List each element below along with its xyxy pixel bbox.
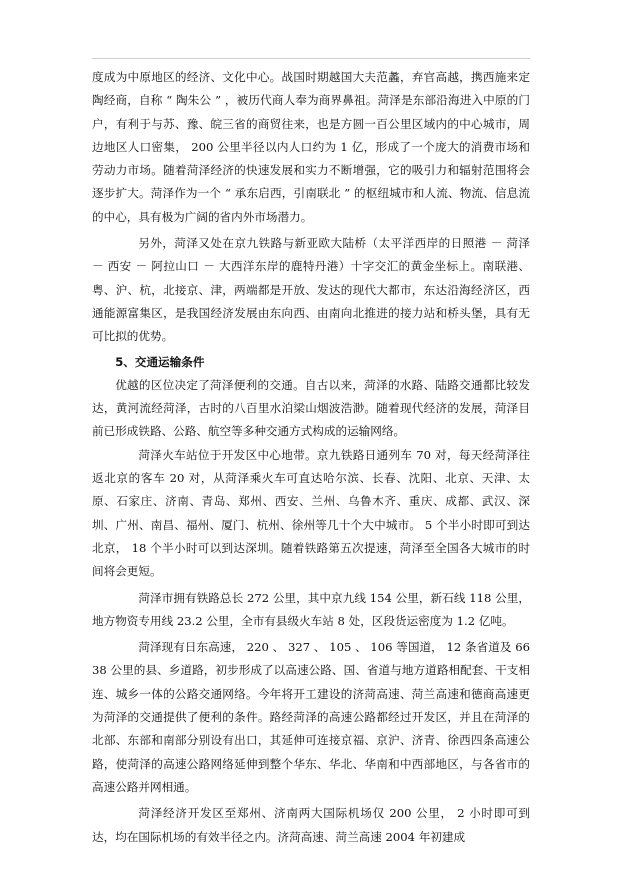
- paragraph-railway-station: 菏泽火车站位于开发区中心地带。京九铁路日通列车 70 对，每天经菏泽往返北京的客车 20 对，从菏泽乘火车可直达哈尔滨、长春、沈阳、北京、天津、太原、石家庄、济南、青岛、郑州、西安、兰州、乌鲁木齐、重庆、成都、武汉、深圳、广州、南昌、福州、厦门、杭州、徐州等几十个大中城市。 5 个半小时即可到达北京， 18 个半小时可以到达深圳。随着铁路第五次提速，菏泽至全国各大城市的时间将会更短。: [92, 447, 530, 579]
- paragraph-heze-history: 度成为中原地区的经济、文化中心。战国时期越国大夫范蠡，弃官高越，携西施来定陶经商，自称 “ 陶朱公 ” ，被历代商人奉为商界鼻祖。菏泽是东部沿海进入中原的门户，有利于与苏、豫、皖三省的商贸往来，也是方圆一百公里区域内的中心城市，周边地区人口密集， 200 公里半径以内人口约为 1 亿，形成了一个庞大的消费市场和劳动力市场。随着菏泽经济的快速发展和实力不断增强，它的吸引力和辐射范围将会逐步扩大。菏泽作为一个 “ 承东启西，引南联北 ” 的枢纽城市和人流、物流、信息流的中心，具有极为广阔的省内外市场潜力。: [92, 70, 530, 224]
- paragraph-heze-location: 另外，菏泽又处在京九铁路与新亚欧大陆桥（太平洋西岸的日照港 － 菏泽 － 西安 － 阿拉山口 － 大西洋东岸的鹿特丹港）十字交汇的黄金坐标上。南联港、粤、沪、杭，北接京、津，两端都是开放、发达的现代大都市，东达沿海经济区，西通能源富集区，是我国经济发展由东向西、由南向北推进的接力站和桥头堡，具有无可比拟的优势。: [92, 236, 530, 344]
- header-rule: [92, 58, 530, 59]
- paragraph-highways: 菏泽现有日东高速， 220 、 327 、 105 、 106 等国道， 12 条省道及 6638 公里的县、乡道路，初步形成了以高速公路、国、省道与地方道路相配套、干支相连、城乡一体的公路交通网络。今年将开工建设的济菏高速、菏兰高速和德商高速更为菏泽的交通提供了便利的条件。路经菏泽的高速公路都经过开发区，并且在菏泽的北部、东部和南部分别设有出口，其延伸可连接京福、京沪、济青、徐西四条高速公路，使菏泽的高速公路网络延伸到整个华东、华北、华南和中西部地区，与各省市的高速公路并网相通。: [92, 640, 530, 794]
- section-heading-transport: 5、交通运输条件: [115, 354, 205, 369]
- document-body: [92, 66, 530, 849]
- paragraph-transport-intro: 优越的区位决定了菏泽便利的交通。自古以来，菏泽的水路、陆路交通都比较发达，黄河流经菏泽，古时的八百里水泊梁山烟波浩渺。随着现代经济的发展，菏泽目前已形成铁路、公路、航空等多种交通方式构成的运输网络。: [92, 377, 530, 439]
- paragraph-railway-length: 菏泽市拥有铁路总长 272 公里，其中京九线 154 公里，新石线 118 公里，地方物资专用线 23.2 公里，全市有县级火车站 8 处，区段货运密度为 1.2 亿吨。: [92, 590, 530, 628]
- paragraph-airports: 菏泽经济开发区至郑州、济南两大国际机场仅 200 公里， 2 小时即可到达，均在国际机场的有效半径之内。济菏高速、菏兰高速 2004 年初建成: [92, 806, 530, 844]
